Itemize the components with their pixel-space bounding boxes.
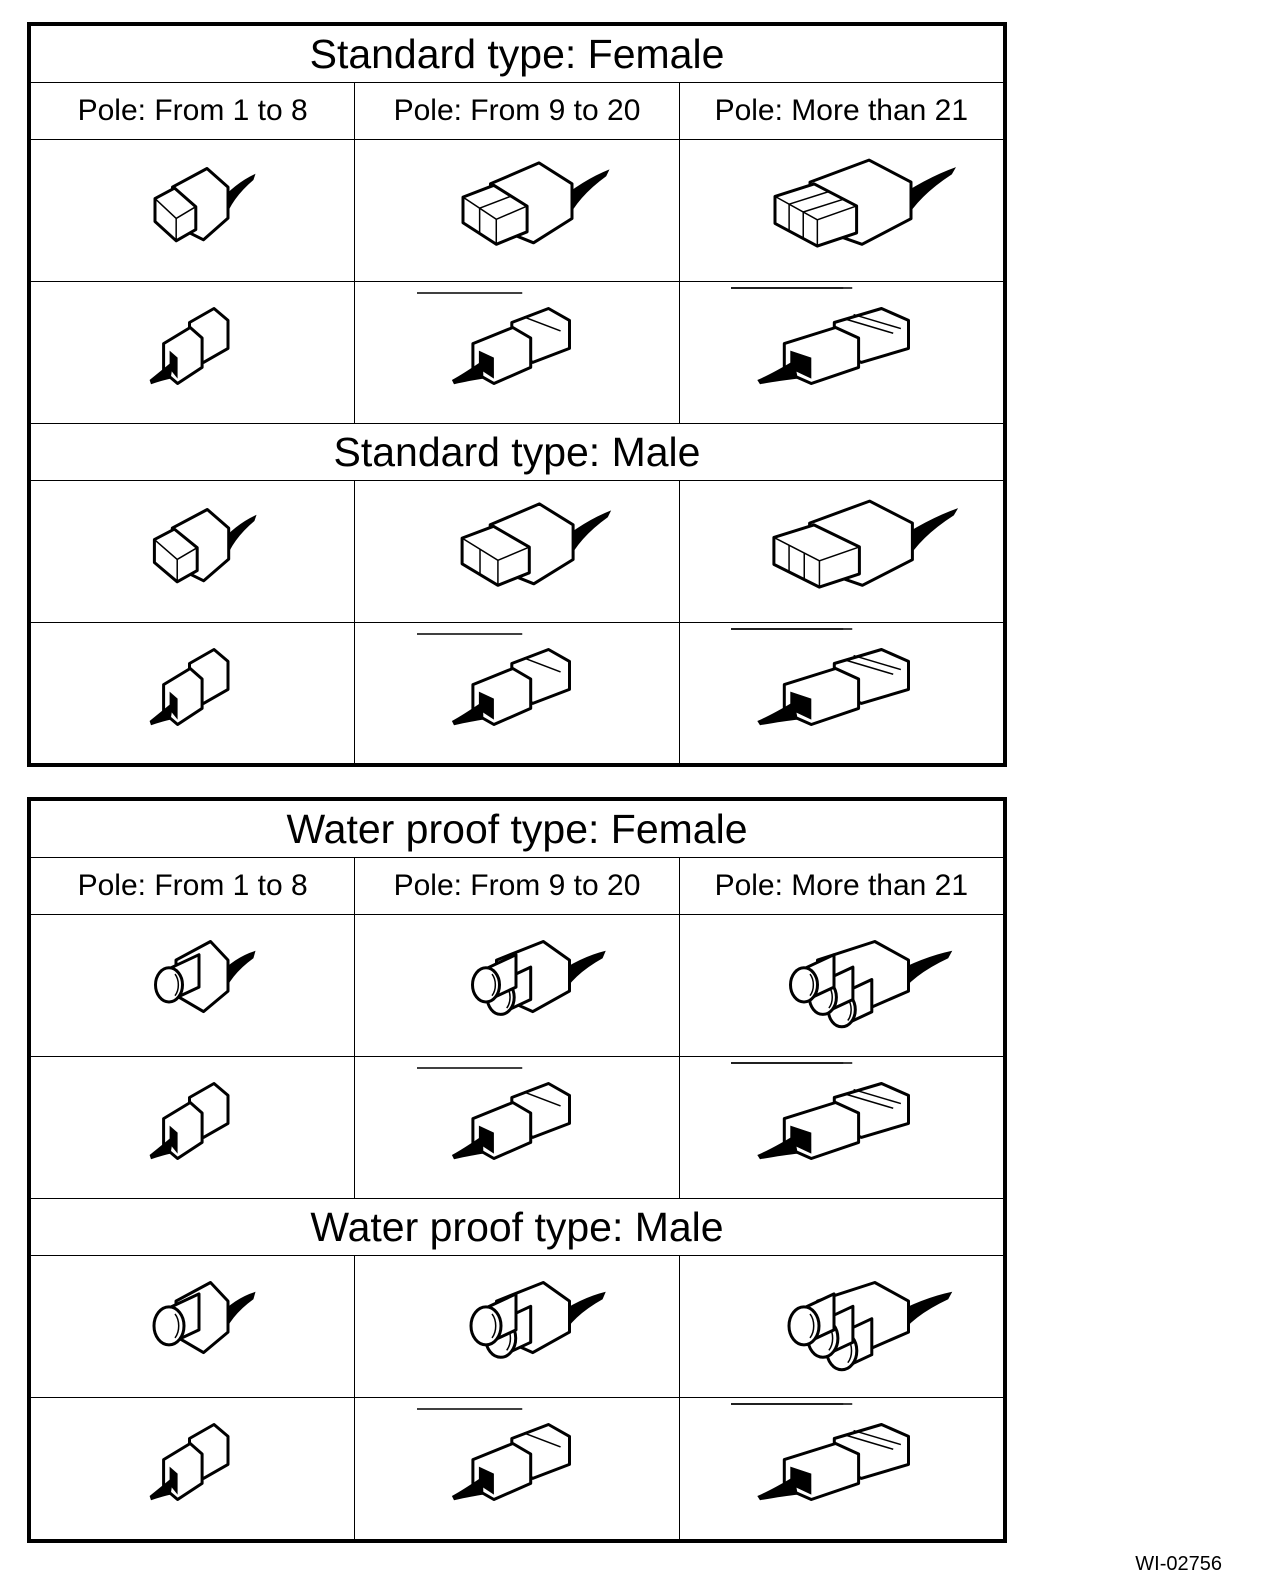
- waterproof-connector-female-rear-medium-icon: [417, 1068, 617, 1188]
- waterproof-connector-female-rear-large-icon: [731, 1063, 951, 1193]
- waterproof-male-front-row: [31, 1256, 1003, 1398]
- section-title: Standard type: Female: [31, 26, 1003, 83]
- standard-male-rear-row: [31, 623, 1003, 765]
- standard-type-panel: [27, 22, 1007, 767]
- cable: [452, 360, 484, 384]
- pin-cylinder: [154, 1306, 184, 1344]
- waterproof-connector-male-rear-medium-icon: [417, 1409, 617, 1529]
- pin-cylinder: [789, 1306, 819, 1344]
- connector-male-front-small-icon: [113, 497, 273, 607]
- pole-header-row: [31, 83, 1003, 140]
- waterproof-connector-male-rear-large-icon: [731, 1404, 951, 1534]
- section-title: Water proof type: Female: [31, 801, 1003, 858]
- cable: [149, 360, 173, 384]
- connector-male-rear-large-icon: [731, 629, 951, 759]
- cable: [452, 701, 484, 725]
- waterproof-connector-male-front-large-icon: [731, 1262, 951, 1392]
- column-header-21-plus: Pole: More than 21: [679, 858, 1003, 914]
- waterproof-connector-female-front-medium-icon: [417, 926, 617, 1046]
- cable: [149, 1135, 173, 1159]
- connector-female-rear-large-icon: [731, 288, 951, 418]
- waterproof-male-rear-row: [31, 1398, 1003, 1540]
- connector-male-front-large-icon: [731, 487, 951, 617]
- waterproof-connector-male-rear-small-icon: [113, 1414, 273, 1524]
- column-header-1-8: Pole: From 1 to 8: [77, 94, 308, 127]
- pin-cylinder: [471, 1306, 501, 1344]
- connector-male-front-medium-icon: [417, 492, 617, 612]
- waterproof-connector-female-rear-small-icon: [113, 1073, 273, 1183]
- waterproof-type-panel: [27, 797, 1007, 1543]
- cable: [149, 1476, 173, 1500]
- waterproof-connector-female-front-small-icon: [113, 931, 273, 1041]
- section-title: Standard type: Male: [31, 424, 1003, 481]
- waterproof-female-rear-row: [31, 1057, 1003, 1199]
- column-header-21-plus: Pole: More than 21: [679, 83, 1003, 139]
- connector-female-front-small-icon: [113, 156, 273, 266]
- column-header-9-20: Pole: From 9 to 20: [354, 83, 678, 139]
- waterproof-connector-female-front-large-icon: [731, 921, 951, 1051]
- cable: [452, 1135, 484, 1159]
- waterproof-connector-male-front-medium-icon: [417, 1267, 617, 1387]
- section-title: Water proof type: Male: [31, 1199, 1003, 1256]
- column-header-9-20: Pole: From 9 to 20: [354, 858, 678, 914]
- connector-female-rear-medium-icon: [417, 293, 617, 413]
- pole-header-row: [31, 858, 1003, 915]
- standard-female-front-row: [31, 140, 1003, 282]
- waterproof-female-front-row: [31, 915, 1003, 1057]
- standard-male-front-row: [31, 481, 1003, 623]
- cable: [758, 360, 799, 384]
- cable: [149, 701, 173, 725]
- cable: [758, 701, 799, 725]
- connector-male-rear-small-icon: [113, 639, 273, 749]
- figure-code: WI-02756: [1135, 1553, 1222, 1575]
- connector-female-front-large-icon: [731, 146, 951, 276]
- waterproof-connector-male-front-small-icon: [113, 1272, 273, 1382]
- connector-male-rear-medium-icon: [417, 634, 617, 754]
- cable: [758, 1476, 799, 1500]
- cable: [758, 1135, 799, 1159]
- connector-female-rear-small-icon: [113, 298, 273, 408]
- standard-female-rear-row: [31, 282, 1003, 424]
- cable: [452, 1476, 484, 1500]
- column-header-1-8: Pole: From 1 to 8: [77, 869, 308, 902]
- connector-female-front-medium-icon: [417, 151, 617, 271]
